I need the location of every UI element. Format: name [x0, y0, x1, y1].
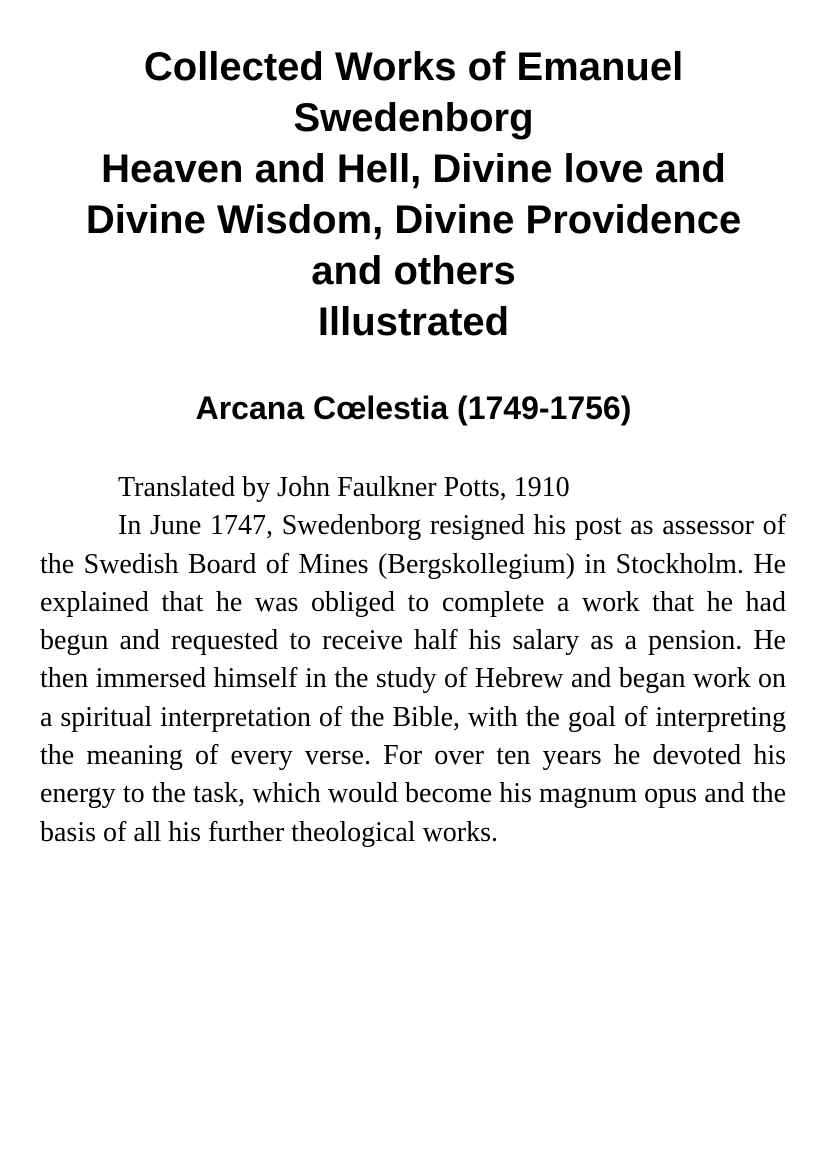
section-subtitle: Arcana Cœlestia (1749-1756): [195, 390, 632, 426]
title-line-3: Heaven and Hell, Divine love and: [101, 147, 726, 191]
body-text: [40, 469, 786, 852]
body-paragraph: In June 1747, Swedenborg resigned his post as assessor of the Swedish Board of Mines (Bergskollegium) in Stockholm. He explained that he was obliged to complete a work that he had begun and requested to receive half his salary as a pension. He then immersed himself in the study of Hebrew and began work on a spiritual interpretation of the Bible, with the goal of interpreting the meaning of every verse. For over ten years he devoted his energy to the task, which would become his magnum opus and the basis of all his further theological works.: [40, 510, 786, 848]
translator-line: Translated by John Faulkner Potts, 1910: [118, 472, 570, 503]
book-title: [30, 42, 797, 348]
title-line-6: Illustrated: [317, 300, 510, 344]
title-line-1: Collected Works of Emanuel: [143, 45, 684, 89]
title-line-2: Swedenborg: [293, 96, 534, 140]
title-line-5: and others: [311, 249, 516, 293]
title-line-4: Divine Wisdom, Divine Providence: [85, 198, 742, 242]
